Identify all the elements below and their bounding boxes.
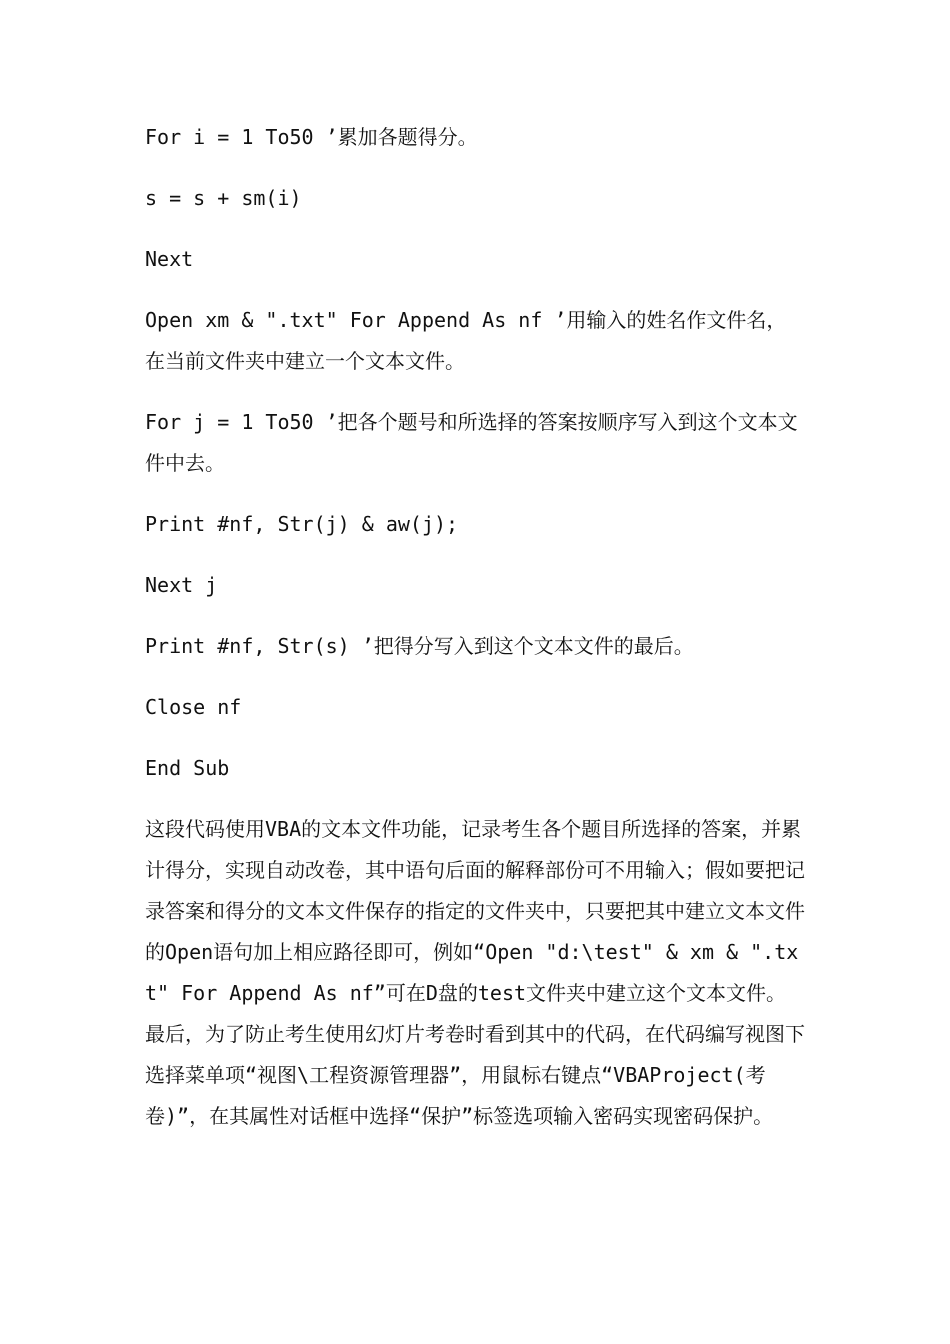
code-line-close: Close nf — [145, 695, 242, 719]
document-body — [145, 117, 805, 1137]
code-line-print-score: Print #nf, Str(s) ’把得分写入到这个文本文件的最后。 — [145, 634, 694, 658]
code-line-next-j: Next j — [145, 573, 218, 597]
code-line-for-j: For j = 1 To50 ’把各个题号和所选择的答案按顺序写入到这个文本文件中去。 — [145, 410, 798, 475]
code-line-print-answers: Print #nf, Str(j) & aw(j); — [145, 512, 459, 536]
code-line-sum: s = s + sm(i) — [145, 186, 302, 210]
code-line-for-i: For i = 1 To50 ’累加各题得分。 — [145, 125, 478, 149]
code-line-end-sub: End Sub — [145, 756, 230, 780]
explanation-paragraph: 这段代码使用VBA的文本文件功能，记录考生各个题目所选择的答案，并累计得分，实现自动改卷，其中语句后面的解释部份可不用输入；假如要把记录答案和得分的文本文件保存的指定的文件夹中，只要把其中建立文本文件的Open语句加上相应路径即可，例如“Open "d:\test" & xm & ".txt" For Append As nf”可在D盘的test文件夹中建立这个文本文件。最后，为了防止考生使用幻灯片考卷时看到其中的代码，在代码编写视图下选择菜单项“视图\工程资源管理器”，用鼠标右键点“VBAProject(考卷)”，在其属性对话框中选择“保护”标签选项输入密码实现密码保护。 — [145, 817, 805, 1128]
code-line-open: Open xm & ".txt" For Append As nf ’用输入的姓名作文件名，在当前文件夹中建立一个文本文件。 — [145, 308, 787, 373]
code-line-next: Next — [145, 247, 194, 271]
